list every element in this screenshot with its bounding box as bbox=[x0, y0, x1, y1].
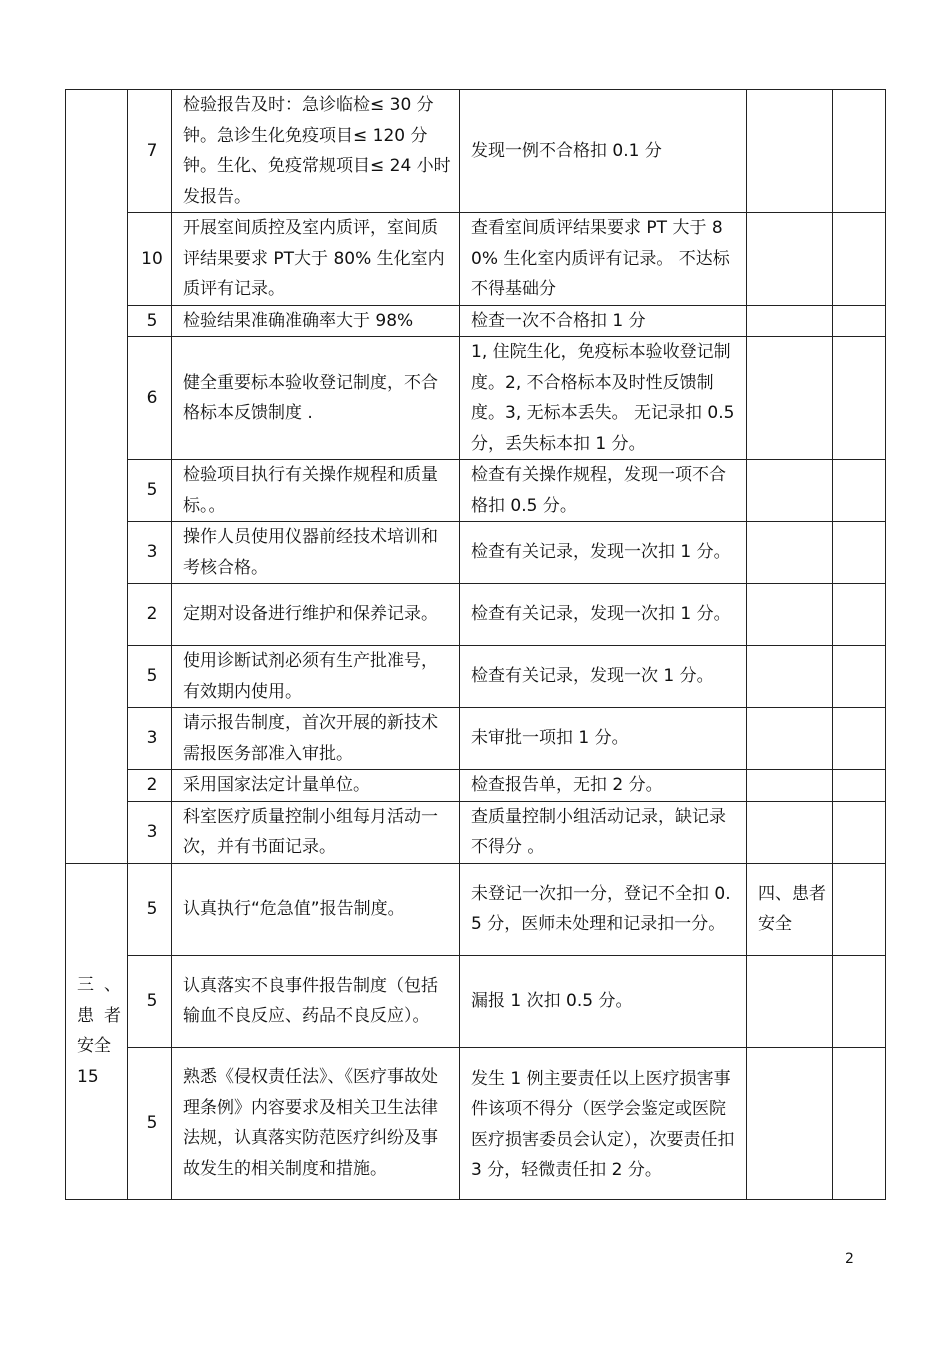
method-cell: 未审批一项扣 1 分。 bbox=[460, 708, 747, 770]
score-cell: 5 bbox=[128, 955, 172, 1047]
extra-cell bbox=[833, 1047, 886, 1199]
item-cell: 检验结果准确准确率大于 98% bbox=[172, 305, 460, 337]
category-line: 患者 bbox=[77, 1005, 131, 1026]
table-row bbox=[66, 801, 886, 863]
score-cell: 10 bbox=[128, 213, 172, 306]
category-line: 三、 bbox=[77, 975, 131, 995]
score-cell: 5 bbox=[128, 863, 172, 955]
extra-cell bbox=[833, 337, 886, 460]
remark-cell bbox=[747, 1047, 833, 1199]
category-cell-patient-safety bbox=[66, 863, 131, 1199]
score-cell: 3 bbox=[128, 522, 172, 584]
item-cell: 开展室间质控及室内质评，室间质评结果要求 PT大于 80% 生化室内质评有记录。 bbox=[172, 213, 460, 306]
score-cell: 3 bbox=[128, 801, 172, 863]
remark-cell bbox=[747, 955, 833, 1047]
method-cell: 检查一次不合格扣 1 分 bbox=[460, 305, 747, 337]
remark-cell bbox=[747, 646, 833, 708]
table-row bbox=[66, 770, 886, 802]
extra-cell bbox=[833, 584, 886, 646]
category-cell-empty bbox=[66, 90, 128, 864]
item-cell: 科室医疗质量控制小组每月活动一次，并有书面记录。 bbox=[172, 801, 460, 863]
extra-cell bbox=[833, 305, 886, 337]
table-row bbox=[66, 863, 886, 955]
score-cell: 2 bbox=[128, 584, 172, 646]
item-cell: 熟悉《侵权责任法》、《医疗事故处理条例》内容要求及相关卫生法律法规，认真落实防范医疗纠纷及事故发生的相关制度和措施。 bbox=[172, 1047, 460, 1199]
method-cell: 1, 住院生化，免疫标本验收登记制度。2, 不合格标本及时性反馈制度。3, 无标本丢失。 无记录扣 0.5 分，丢失标本扣 1 分。 bbox=[460, 337, 747, 460]
table-row bbox=[66, 584, 886, 646]
item-cell: 采用国家法定计量单位。 bbox=[172, 770, 460, 802]
extra-cell bbox=[833, 460, 886, 522]
table-row bbox=[66, 955, 886, 1047]
remark-cell bbox=[747, 305, 833, 337]
table-row bbox=[66, 646, 886, 708]
method-cell: 检查有关记录，发现一次 1 分。 bbox=[460, 646, 747, 708]
item-cell: 使用诊断试剂必须有生产批准号，有效期内使用。 bbox=[172, 646, 460, 708]
extra-cell bbox=[833, 646, 886, 708]
remark-cell bbox=[747, 460, 833, 522]
method-cell: 漏报 1 次扣 0.5 分。 bbox=[460, 955, 747, 1047]
score-cell: 5 bbox=[128, 460, 172, 522]
score-cell: 7 bbox=[128, 90, 172, 213]
score-cell: 3 bbox=[128, 708, 172, 770]
table-row bbox=[66, 90, 886, 213]
item-cell: 请示报告制度，首次开展的新技术需报医务部准入审批。 bbox=[172, 708, 460, 770]
extra-cell bbox=[833, 708, 886, 770]
remark-cell bbox=[747, 770, 833, 802]
score-cell: 5 bbox=[128, 646, 172, 708]
extra-cell bbox=[833, 801, 886, 863]
method-cell: 检查有关记录，发现一次扣 1 分。 bbox=[460, 522, 747, 584]
remark-cell bbox=[747, 213, 833, 306]
extra-cell bbox=[833, 863, 886, 955]
method-cell: 检查有关操作规程，发现一项不合格扣 0.5 分。 bbox=[460, 460, 747, 522]
item-cell: 检验报告及时：急诊临检≤ 30 分钟。急诊生化免疫项目≤ 120 分钟。生化、免疫常规项目≤ 24 小时发报告。 bbox=[172, 90, 460, 213]
score-cell: 2 bbox=[128, 770, 172, 802]
method-cell: 检查有关记录，发现一次扣 1 分。 bbox=[460, 584, 747, 646]
item-cell: 认真执行“危急值”报告制度。 bbox=[172, 863, 460, 955]
table-row bbox=[66, 522, 886, 584]
item-cell: 健全重要标本验收登记制度，不合格标本反馈制度 . bbox=[172, 337, 460, 460]
method-cell: 检查报告单，无扣 2 分。 bbox=[460, 770, 747, 802]
table-row bbox=[66, 708, 886, 770]
item-cell: 定期对设备进行维护和保养记录。 bbox=[172, 584, 460, 646]
category-line: 安全 bbox=[77, 1036, 111, 1056]
extra-cell bbox=[833, 522, 886, 584]
remark-cell bbox=[747, 584, 833, 646]
method-cell: 查看室间质评结果要求 PT 大于 80% 生化室内质评有记录。 不达标不得基础分 bbox=[460, 213, 747, 306]
remark-cell bbox=[747, 90, 833, 213]
extra-cell bbox=[833, 955, 886, 1047]
score-cell: 5 bbox=[128, 305, 172, 337]
extra-cell bbox=[833, 213, 886, 306]
table-row bbox=[66, 213, 886, 306]
extra-cell bbox=[833, 90, 886, 213]
scoring-table bbox=[65, 89, 886, 1200]
table-row bbox=[66, 1047, 886, 1199]
score-cell: 5 bbox=[128, 1047, 172, 1199]
category-line: 15 bbox=[77, 1066, 99, 1087]
method-cell: 发生 1 例主要责任以上医疗损害事件该项不得分（医学会鉴定或医院医疗损害委员会认定），次要责任扣 3 分，轻微责任扣 2 分。 bbox=[460, 1047, 747, 1199]
item-cell: 检验项目执行有关操作规程和质量标。。 bbox=[172, 460, 460, 522]
method-cell: 查质量控制小组活动记录，缺记录不得分 。 bbox=[460, 801, 747, 863]
table-row bbox=[66, 305, 886, 337]
extra-cell bbox=[833, 770, 886, 802]
score-cell: 6 bbox=[128, 337, 172, 460]
remark-cell bbox=[747, 522, 833, 584]
page-number: 2 bbox=[845, 1251, 854, 1267]
table-row bbox=[66, 337, 886, 460]
remark-cell bbox=[747, 337, 833, 460]
remark-cell bbox=[747, 708, 833, 770]
method-cell: 未登记一次扣一分，登记不全扣 0.5 分，医师未处理和记录扣一分。 bbox=[460, 863, 747, 955]
item-cell: 认真落实不良事件报告制度（包括输血不良反应、药品不良反应）。 bbox=[172, 955, 460, 1047]
remark-cell bbox=[747, 801, 833, 863]
item-cell: 操作人员使用仪器前经技术培训和考核合格。 bbox=[172, 522, 460, 584]
method-cell: 发现一例不合格扣 0.1 分 bbox=[460, 90, 747, 213]
table-row bbox=[66, 460, 886, 522]
remark-cell: 四、患者安全 bbox=[747, 863, 833, 955]
